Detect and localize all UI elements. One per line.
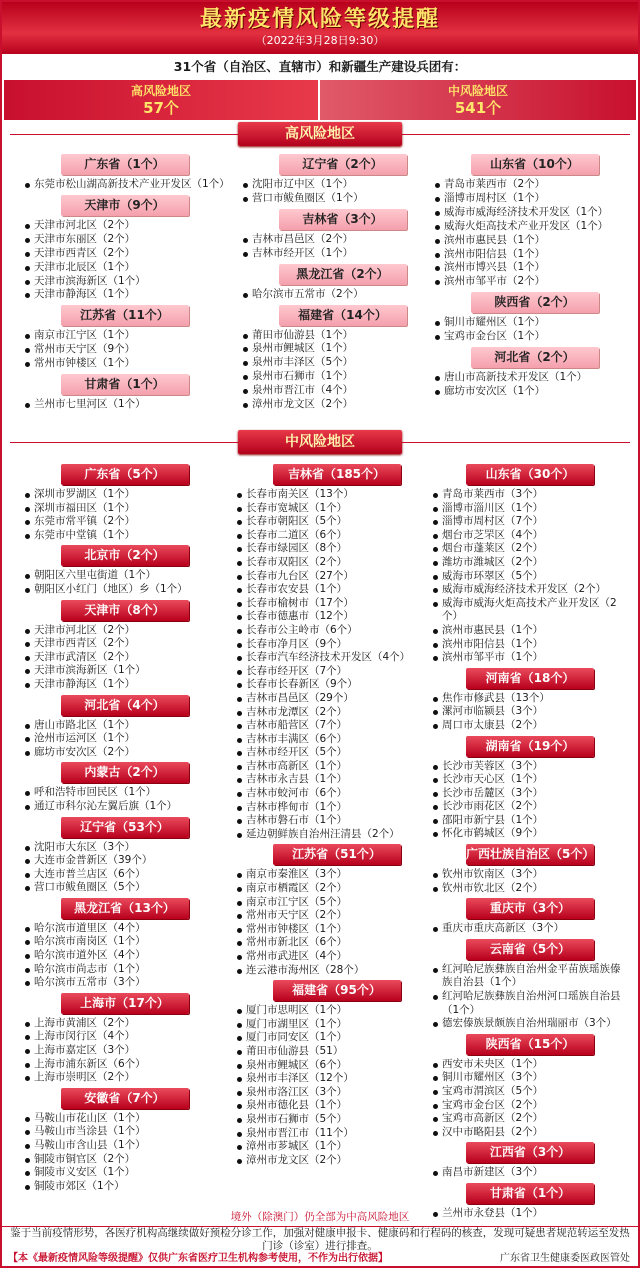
area-item: 吉林市龙潭区（2个）	[234, 706, 439, 720]
area-item: 红河哈尼族彝族自治州金平苗族瑶族傣族自治县（1个）	[430, 963, 630, 990]
page-title: 最新疫情风险等级提醒	[199, 6, 440, 32]
area-item: 东莞市松山湖高新技术产业开发区（1个）	[22, 178, 227, 192]
area-item: 淄博市周村区（1个）	[432, 192, 637, 206]
province-section	[22, 545, 227, 596]
high-risk-band: 高风险地区	[238, 122, 402, 146]
area-item: 哈尔滨市五常市（2个）	[240, 288, 445, 302]
area-item: 厦门市同安区（1个）	[234, 1031, 439, 1045]
province-header: 黑龙江省（13个）	[61, 898, 189, 919]
province-header: 甘肃省（1个）	[61, 374, 189, 395]
area-item: 长春市朝阳区（5个）	[234, 515, 439, 529]
area-item: 威海市威海经济技术开发区（1个）	[432, 206, 637, 220]
province-header: 吉林省（3个）	[279, 209, 407, 230]
area-item: 唐山市高新技术开发区（1个）	[432, 371, 637, 385]
area-item: 长沙市芙蓉区（3个）	[430, 760, 630, 774]
province-section	[430, 939, 630, 1031]
area-item: 泉州市鲤城区（1个）	[240, 342, 445, 356]
province-header: 河北省（4个）	[61, 695, 189, 716]
area-item: 延边朝鲜族自治州汪清县（2个）	[234, 828, 439, 842]
area-item: 哈尔滨市尚志市（1个）	[22, 963, 227, 977]
province-section	[22, 464, 227, 542]
area-item: 马鞍山市含山县（1个）	[22, 1139, 227, 1153]
area-item: 东莞市常平镇（2个）	[22, 515, 227, 529]
province-section	[22, 695, 227, 760]
area-item: 常州市钟楼区（1个）	[22, 357, 227, 371]
area-item: 天津市西青区（2个）	[22, 637, 227, 651]
area-item: 宝鸡市高新区（2个）	[430, 1112, 630, 1126]
area-item: 吉林市船营区（7个）	[234, 719, 439, 733]
province-section	[240, 264, 445, 302]
area-item: 泉州市石狮市（5个）	[234, 1113, 439, 1127]
area-item: 上海市闵行区（4个）	[22, 1030, 227, 1044]
province-header: 北京市（2个）	[61, 545, 189, 566]
area-item: 天津市北辰区（1个）	[22, 261, 227, 275]
area-item: 泉州市鲤城区（6个）	[234, 1059, 439, 1073]
province-section	[430, 1034, 630, 1140]
area-item: 淄博市周村区（7个）	[430, 515, 630, 529]
mid-risk-summary	[320, 80, 636, 120]
area-item: 呼和浩特市回民区（1个）	[22, 786, 227, 800]
area-item: 马鞍山市花山区（1个）	[22, 1112, 227, 1126]
area-item: 长春市南关区（13个）	[234, 488, 439, 502]
area-item: 朝阳区小红门（地区）乡（1个）	[22, 583, 227, 597]
area-item: 马鞍山市当涂县（1个）	[22, 1125, 227, 1139]
area-item: 唐山市路北区（1个）	[22, 719, 227, 733]
province-header: 福建省（14个）	[279, 305, 407, 326]
area-item: 威海市环翠区（5个）	[430, 570, 630, 584]
high-risk-summary	[4, 80, 318, 120]
province-header: 黑龙江省（2个）	[279, 264, 407, 285]
area-item: 莆田市仙游县（1个）	[240, 329, 445, 343]
area-item: 厦门市思明区（1个）	[234, 1004, 439, 1018]
area-item: 通辽市科尔沁左翼后旗（1个）	[22, 800, 227, 814]
area-item: 吉林市昌邑区（2个）	[240, 233, 445, 247]
area-item: 天津市河北区（2个）	[22, 219, 227, 233]
province-header: 山东省（10个）	[471, 154, 599, 175]
area-item: 兰州市永登县（1个）	[430, 1207, 630, 1221]
area-item: 哈尔滨市五常市（3个）	[22, 976, 227, 990]
area-item: 连云港市海州区（28个）	[234, 964, 439, 978]
area-item: 吉林市永吉县（1个）	[234, 773, 439, 787]
area-item: 滨州市邹平市（2个）	[432, 275, 637, 289]
area-item: 廊坊市安次区（1个）	[432, 385, 637, 399]
area-item: 漳州市龙文区（2个）	[234, 1154, 439, 1168]
province-section	[234, 980, 439, 1167]
area-item: 天津市滨海新区（1个）	[22, 664, 227, 678]
area-item: 宝鸡市渭滨区（5个）	[430, 1085, 630, 1099]
province-header: 山东省（30个）	[466, 464, 594, 485]
area-item: 铜陵市义安区（1个）	[22, 1166, 227, 1180]
province-header: 河北省（2个）	[471, 347, 599, 368]
province-header: 辽宁省（53个）	[61, 817, 189, 838]
province-header: 江西省（3个）	[466, 1142, 594, 1163]
area-item: 钦州市钦南区（3个）	[430, 868, 630, 882]
area-item: 南京市江宁区（5个）	[234, 896, 439, 910]
area-item: 铜川市耀州区（1个）	[432, 316, 637, 330]
province-section	[430, 898, 630, 936]
area-item: 南昌市新建区（3个）	[430, 1166, 630, 1180]
province-section	[22, 762, 227, 813]
area-item: 天津市东丽区（2个）	[22, 233, 227, 247]
area-item: 泉州市晋江市（11个）	[234, 1127, 439, 1141]
province-header: 江苏省（11个）	[61, 305, 189, 326]
area-item: 钦州市钦北区（2个）	[430, 882, 630, 896]
province-header: 辽宁省（2个）	[279, 154, 407, 175]
area-item: 长春市榆树市（17个）	[234, 597, 439, 611]
area-item: 吉林市蛟河市（6个）	[234, 787, 439, 801]
area-item: 滨州市博兴县（1个）	[432, 261, 637, 275]
area-item: 长春市宽城区（1个）	[234, 502, 439, 516]
area-item: 怀化市鹤城区（9个）	[430, 827, 630, 841]
area-item: 吉林市经开区（1个）	[240, 247, 445, 261]
area-item: 长春市汽车经济技术开发区（4个）	[234, 651, 439, 665]
province-section	[234, 464, 439, 841]
area-item: 南京市秦淮区（3个）	[234, 868, 439, 882]
province-header: 陕西省（15个）	[466, 1034, 594, 1055]
province-header: 陕西省（2个）	[471, 292, 599, 313]
area-item: 吉林市昌邑区（29个）	[234, 692, 439, 706]
area-item: 上海市黄浦区（2个）	[22, 1017, 227, 1031]
area-item: 哈尔滨市南岗区（1个）	[22, 935, 227, 949]
area-item: 天津市武清区（2个）	[22, 651, 227, 665]
overseas-note: 境外（除澳门）仍全部为中高风险地区	[230, 1211, 410, 1223]
area-item: 天津市静海区（1个）	[22, 288, 227, 302]
area-item: 长春市绿园区（8个）	[234, 542, 439, 556]
area-item: 长春市长春新区（9个）	[234, 678, 439, 692]
area-item: 吉林市桦甸市（1个）	[234, 801, 439, 815]
area-item: 淄博市淄川区（1个）	[430, 502, 630, 516]
area-item: 常州市武进区（4个）	[234, 950, 439, 964]
area-item: 铜川市耀州区（3个）	[430, 1071, 630, 1085]
area-item: 沈阳市大东区（3个）	[22, 841, 227, 855]
province-section	[240, 209, 445, 261]
area-item: 长春市双阳区（2个）	[234, 556, 439, 570]
province-section	[22, 817, 227, 895]
mid-risk-band: 中风险地区	[238, 430, 402, 454]
area-item: 泉州市丰泽区（12个）	[234, 1072, 439, 1086]
area-item: 泉州市石狮市（1个）	[240, 370, 445, 384]
mid-col-2	[234, 462, 439, 1170]
province-section	[22, 898, 227, 990]
area-item: 吉林市高新区（1个）	[234, 760, 439, 774]
area-item: 营口市鲅鱼圈区（5个）	[22, 881, 227, 895]
area-item: 漳州市芗城区（1个）	[234, 1140, 439, 1154]
mid-risk-summary-label: 中风险地区	[447, 84, 508, 98]
province-section	[22, 305, 227, 371]
area-item: 南京市栖霞区（2个）	[234, 882, 439, 896]
area-item: 潍坊市潍城区（2个）	[430, 556, 630, 570]
province-header: 广东省（5个）	[61, 464, 189, 485]
area-item: 铜陵市郊区（1个）	[22, 1180, 227, 1194]
province-header: 天津市（9个）	[61, 195, 189, 216]
area-item: 滨州市阳信县（1个）	[432, 248, 637, 262]
area-item: 滨州市惠民县（1个）	[430, 624, 630, 638]
area-item: 深圳市罗湖区（1个）	[22, 488, 227, 502]
area-item: 上海市崇明区（2个）	[22, 1071, 227, 1085]
high-col-3	[432, 152, 637, 402]
area-item: 德宏傣族景颇族自治州瑞丽市（3个）	[430, 1017, 630, 1031]
area-item: 常州市天宁区（2个）	[234, 909, 439, 923]
province-header: 重庆市（3个）	[466, 898, 594, 919]
area-item: 威海市威海火炬高技术产业开发区（2个）	[430, 597, 630, 624]
area-item: 营口市鲅鱼圈区（1个）	[240, 192, 445, 206]
area-item: 泉州市洛江区（3个）	[234, 1086, 439, 1100]
area-item: 沧州市运河区（1个）	[22, 732, 227, 746]
area-item: 长春市公主岭市（6个）	[234, 624, 439, 638]
high-risk-summary-label: 高风险地区	[130, 84, 191, 98]
area-item: 朝阳区六里屯街道（1个）	[22, 569, 227, 583]
province-section	[432, 292, 637, 344]
area-item: 哈尔滨市道外区（4个）	[22, 949, 227, 963]
province-section	[22, 993, 227, 1085]
province-header: 内蒙古（2个）	[61, 762, 189, 783]
area-item: 大连市普兰店区（6个）	[22, 868, 227, 882]
area-item: 厦门市湖里区（1个）	[234, 1018, 439, 1032]
usage-warning: 【本《最新疫情风险等级提醒》仅供广东省医疗卫生机构参考使用，不作为出行依据】	[8, 1253, 388, 1264]
area-item: 吉林市磐石市（1个）	[234, 814, 439, 828]
province-header: 河南省（18个）	[466, 668, 594, 689]
area-item: 常州市天宁区（9个）	[22, 343, 227, 357]
area-item: 烟台市芝罘区（4个）	[430, 529, 630, 543]
province-section	[432, 347, 637, 399]
province-section	[22, 600, 227, 692]
province-section	[430, 844, 630, 895]
area-item: 宝鸡市金台区（1个）	[432, 330, 637, 344]
area-item: 常州市新北区（6个）	[234, 936, 439, 950]
area-item: 长春市经开区（7个）	[234, 665, 439, 679]
area-item: 长沙市岳麓区（3个）	[430, 787, 630, 801]
province-section	[22, 1088, 227, 1194]
area-item: 泉州市晋江市（4个）	[240, 384, 445, 398]
province-section	[22, 154, 230, 192]
area-item: 天津市河北区（2个）	[22, 624, 227, 638]
mid-risk-summary-count: 541个	[454, 99, 502, 117]
area-item: 宝鸡市金台区（2个）	[430, 1099, 630, 1113]
area-item: 吉林市丰满区（6个）	[234, 733, 439, 747]
area-item: 长沙市天心区（1个）	[430, 773, 630, 787]
province-header: 江苏省（51个）	[273, 844, 401, 865]
area-item: 长沙市雨花区（2个）	[430, 800, 630, 814]
province-section	[430, 668, 630, 733]
area-item: 天津市西青区（2个）	[22, 247, 227, 261]
footer	[2, 1252, 638, 1266]
area-item: 周口市太康县（2个）	[430, 719, 630, 733]
province-section	[430, 464, 630, 665]
area-item: 天津市静海区（1个）	[22, 678, 227, 692]
area-item: 吉林市经开区（5个）	[234, 746, 439, 760]
high-col-1	[22, 152, 230, 415]
province-section	[22, 374, 227, 412]
area-item: 漳州市龙文区（2个）	[240, 398, 445, 412]
area-item: 漯河市临颍县（3个）	[430, 705, 630, 719]
province-header: 广东省（1个）	[61, 154, 189, 175]
area-item: 重庆市重庆高新区（3个）	[430, 922, 630, 936]
area-item: 滨州市阳信县（1个）	[430, 638, 630, 652]
header-banner	[2, 2, 638, 54]
area-item: 东莞市中堂镇（1个）	[22, 529, 227, 543]
province-section	[234, 844, 439, 977]
province-section	[240, 154, 445, 206]
area-item: 天津市滨海新区（1个）	[22, 275, 227, 289]
area-item: 青岛市莱西市（2个）	[432, 178, 637, 192]
area-item: 上海市嘉定区（3个）	[22, 1044, 227, 1058]
intro-text: 31个省（自治区、直辖市）和新疆生产建设兵团有：	[173, 59, 467, 74]
area-item: 长春市净月区（9个）	[234, 638, 439, 652]
area-item: 长春市农安县（1个）	[234, 583, 439, 597]
area-item: 邵阳市新宁县（1个）	[430, 814, 630, 828]
area-item: 滨州市惠民县（1个）	[432, 234, 637, 248]
area-item: 兰州市七里河区（1个）	[22, 398, 227, 412]
province-header: 云南省（5个）	[466, 939, 594, 960]
area-item: 常州市钟楼区（1个）	[234, 923, 439, 937]
province-section	[22, 195, 227, 302]
update-time: （2022年3月28日9:30）	[255, 34, 385, 47]
province-header: 福建省（95个）	[273, 980, 401, 1001]
area-item: 红河哈尼族彝族自治州河口瑶族自治县（1个）	[430, 990, 630, 1017]
area-item: 上海市浦东新区（6个）	[22, 1058, 227, 1072]
area-item: 长春市二道区（6个）	[234, 529, 439, 543]
area-item: 大连市金普新区（39个）	[22, 854, 227, 868]
province-header: 甘肃省（1个）	[466, 1183, 594, 1204]
area-item: 滨州市邹平市（1个）	[430, 651, 630, 665]
area-item: 泉州市德化县（1个）	[234, 1099, 439, 1113]
high-col-2	[240, 152, 445, 415]
area-item: 哈尔滨市道里区（4个）	[22, 922, 227, 936]
area-item: 威海市威海经济技术开发区（2个）	[430, 583, 630, 597]
area-item: 汉中市略阳县（2个）	[430, 1126, 630, 1140]
area-item: 长春市九台区（27个）	[234, 570, 439, 584]
area-item: 烟台市蓬莱区（2个）	[430, 542, 630, 556]
province-header: 湖南省（19个）	[466, 736, 594, 757]
disclaimer: 鉴于当前疫情形势，各医疗机构高继续做好预检分诊工作，加强对健康申报卡、健康码和行程码的核查，发现可疑患者规范转运至发热门诊（诊室）进行排查。	[2, 1226, 638, 1253]
province-header: 天津市（8个）	[61, 600, 189, 621]
area-item: 沈阳市辽中区（1个）	[240, 178, 445, 192]
area-item: 威海火炬高技术产业开发区（1个）	[432, 220, 637, 234]
area-item: 青岛市莱西市（3个）	[430, 488, 630, 502]
province-header: 吉林省（185个）	[273, 464, 401, 485]
province-header: 上海市（17个）	[61, 993, 189, 1014]
area-item: 西安市未央区（1个）	[430, 1058, 630, 1072]
province-section	[430, 736, 630, 842]
area-item: 长春市德惠市（12个）	[234, 610, 439, 624]
province-section	[240, 305, 445, 412]
area-item: 莆田市仙游县（51）	[234, 1045, 439, 1059]
province-header: 安徽省（7个）	[61, 1088, 189, 1109]
province-section	[432, 154, 637, 289]
mid-col-1	[22, 462, 227, 1196]
area-item: 深圳市福田区（1个）	[22, 502, 227, 516]
area-item: 南京市江宁区（1个）	[22, 329, 227, 343]
issuing-org: 广东省卫生健康委医政医管处	[500, 1253, 630, 1264]
province-header: 广西壮族自治区（5个）	[466, 844, 594, 865]
area-item: 廊坊市安次区（2个）	[22, 746, 227, 760]
high-risk-summary-count: 57个	[143, 99, 179, 117]
area-item: 焦作市修武县（13个）	[430, 692, 630, 706]
mid-col-3	[430, 462, 630, 1224]
province-section	[430, 1142, 630, 1180]
area-item: 泉州市丰泽区（5个）	[240, 356, 445, 370]
area-item: 铜陵市铜官区（2个）	[22, 1153, 227, 1167]
